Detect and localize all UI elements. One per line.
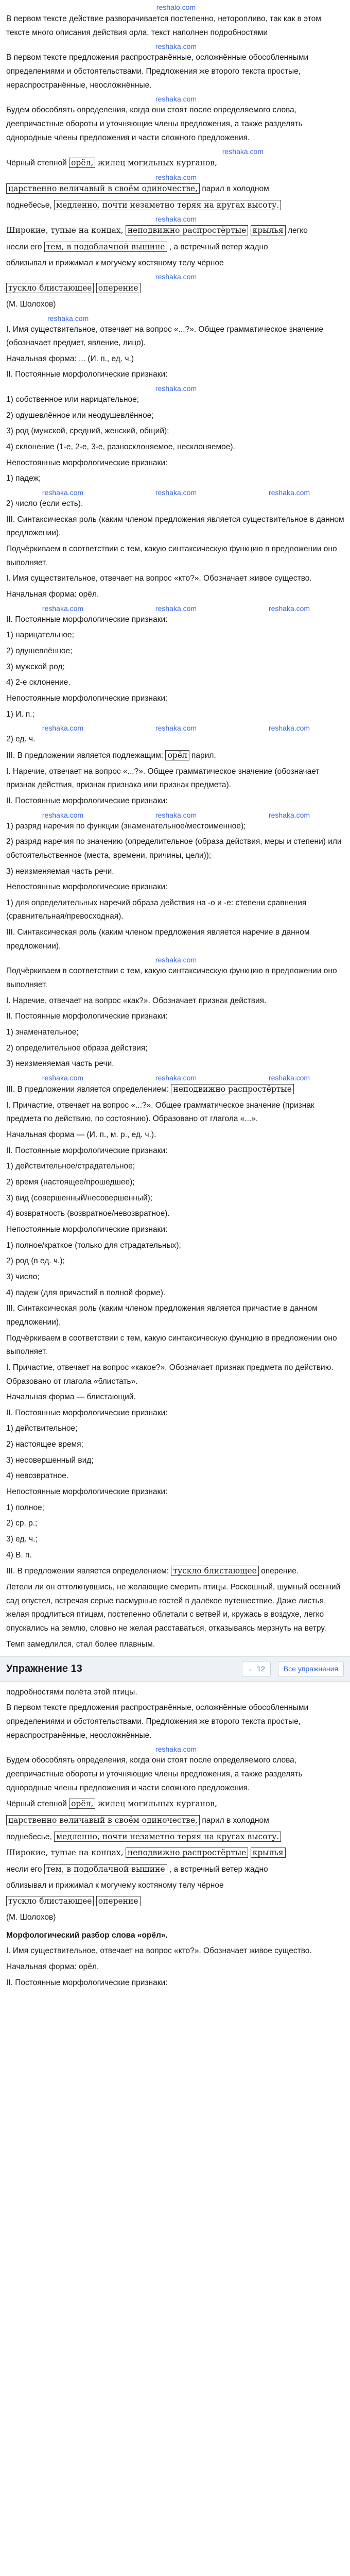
watermark: reshaka.com <box>268 724 310 733</box>
sentence-fragment: чёрное <box>197 258 224 267</box>
participle-box: тускло блистающее <box>6 1896 94 1906</box>
analysis-line: II. Постоянные морфологические признаки: <box>6 1408 168 1417</box>
analysis-line: I. Наречие, отвечает на вопрос «как?». Обозначает признак действия. <box>6 996 267 1005</box>
watermark: reshaka.com <box>42 810 84 819</box>
analysis-line: Начальная форма: ... (И. п., ед. ч.) <box>6 354 134 363</box>
prev-exercise-link[interactable]: ← 12 <box>242 1661 270 1676</box>
example-sentence <box>6 240 346 255</box>
analysis-line: Непостоянные морфологические признаки: <box>6 883 168 892</box>
sentence-fragment: несли его <box>6 1865 42 1874</box>
watermark: reshaka.com <box>155 488 197 497</box>
analysis-line: 4) невозвратное. <box>6 1471 69 1481</box>
participle-box: неподвижно распростёртые <box>171 1084 293 1094</box>
watermark: reshaka.com <box>268 1074 310 1082</box>
watermark: reshaka.com <box>155 956 197 964</box>
analysis-text: III. В предложении является определением: <box>6 1567 169 1576</box>
analysis-line <box>6 1082 346 1097</box>
example-sentence <box>6 198 346 213</box>
analysis-line: II. Постоянные морфологические признаки: <box>6 1012 168 1021</box>
analysis-line: 3) неизменяемая часть речи. <box>6 1059 114 1069</box>
analysis-line: 2) время (настоящее/прошедшее); <box>6 1177 135 1187</box>
analysis-line: 4) падеж (для причастий в полной форме). <box>6 1288 166 1297</box>
section-title: Упражнение 13 <box>6 1663 82 1675</box>
analysis-line: 1) для определительных наречий образа действия на -о и -е: степени сравнения (сравнительная/превосходная). <box>6 898 307 921</box>
example-sentence <box>6 1879 346 1893</box>
analysis-line: 1) падеж; <box>6 474 41 483</box>
watermark: reshaka.com <box>155 384 197 393</box>
analysis-line: 2) разряд наречия по значению (определительное (образа действия, меры и степени) или обстоятельственное (места, времени, причины, цели)); <box>6 837 342 860</box>
author: (М. Шолохов) <box>6 299 56 309</box>
watermark: reshaka.com <box>155 1074 197 1082</box>
analysis-line: 3) неизменяемая часть речи. <box>6 867 114 876</box>
analysis-line: 2) одушевлённое или неодушевлённое; <box>6 411 154 420</box>
example-sentence <box>6 156 346 171</box>
analysis-line: Начальная форма: орёл. <box>6 1962 99 1971</box>
analysis-line: I. Имя существительное, отвечает на вопрос «кто?». Обозначает живое существо. <box>6 1946 312 1956</box>
example-sentence <box>6 1797 346 1811</box>
watermark: reshaka.com <box>268 810 310 819</box>
paragraph: В первом тексте предложения распространённые, осложнённые обособленными определениями и обстоятельствами. Предложения же второго текста простые, нераспространённые, неосложнённые. <box>6 53 309 90</box>
sentence-fragment: легко <box>287 226 308 235</box>
watermark: reshaka.com <box>155 173 197 181</box>
analysis-line: 3) несовершенный вид; <box>6 1455 94 1465</box>
analysis-line: 1) разряд наречия по функции (знаменательное/местоименное); <box>6 821 246 831</box>
sentence-fragment: Чёрный степной <box>6 1800 67 1809</box>
phrase-box: тем, в подоблачной вышине <box>44 1864 167 1874</box>
author: (М. Шолохов) <box>6 1912 56 1922</box>
analysis-text: оперение. <box>261 1567 299 1576</box>
watermark: reshaka.com <box>155 215 197 224</box>
analysis-line: 1) знаменательное; <box>6 1028 79 1037</box>
noun-box: крылья <box>251 225 286 235</box>
example-sentence <box>6 182 346 196</box>
analysis-line: 2) число (если есть). <box>6 499 83 509</box>
analysis-line: 1) действительное; <box>6 1424 78 1433</box>
analysis-line: 2) ср. р.; <box>6 1519 38 1528</box>
analysis-line: I. Имя существительное, отвечает на вопрос «...?». Общее грамматическое значение (обозначает предмет, явление, лицо). <box>6 325 324 348</box>
analysis-text: парил. <box>191 751 216 760</box>
sentence-fragment: облизывал и прижимал к могучему костяному телу <box>6 258 196 267</box>
analysis-line: 3) число; <box>6 1272 40 1281</box>
analysis-line: II. Постоянные морфологические признаки: <box>6 370 168 379</box>
sentence-fragment: парил в холодном <box>202 1816 269 1825</box>
participle-box: тускло блистающее <box>171 1566 258 1576</box>
sentence-fragment: Широкие, тупые на концах, <box>6 226 124 235</box>
sentence-fragment: Широкие, тупые на концах, <box>6 1848 124 1858</box>
analysis-line: Начальная форма: орёл. <box>6 590 99 599</box>
section-header <box>0 1656 350 1681</box>
analysis-line: III. Синтаксическая роль (каким членом предложения является существительное в данном предложении). <box>6 515 344 538</box>
section-nav <box>242 1661 344 1676</box>
adverbial-phrase-box: медленно, почти незаметно теряя на кругах высоту. <box>54 200 281 210</box>
site-header[interactable]: reshalo.com <box>156 3 196 11</box>
example-sentence <box>6 1830 346 1844</box>
watermark: reshaka.com <box>42 724 84 733</box>
watermark: reshaka.com <box>155 95 197 104</box>
appositive: жилец могильных курганов, <box>97 1799 217 1809</box>
analysis-line: II. Постоянные морфологические признаки: <box>6 796 168 805</box>
analysis-line: I. Наречие, отвечает на вопрос «...?». Общее грамматическое значение (обозначает признак действия, признак признака или признак предмета). <box>6 767 320 790</box>
watermark: reshaka.com <box>47 314 89 323</box>
paragraph: В первом тексте действие разворачивается постепенно, неторопливо, так как в этом тексте много описания действия орла, текст наполнен подробностями <box>6 14 321 37</box>
analysis-line: 4) В. п. <box>6 1550 32 1560</box>
watermark: reshaka.com <box>42 488 84 497</box>
example-sentence <box>6 281 346 296</box>
analysis-line: Непостоянные морфологические признаки: <box>6 1487 168 1497</box>
analysis-line: 2) определительное образа действия; <box>6 1043 148 1053</box>
analysis-line: 1) полное/краткое (только для страдательных); <box>6 1241 181 1250</box>
analysis-line <box>6 749 346 763</box>
participle-box: неподвижно распростёртые <box>126 1848 248 1858</box>
analysis-line: Непостоянные морфологические признаки: <box>6 458 168 467</box>
paragraph: В первом тексте предложения распространённые, осложнённые обособленными определениями и обстоятельствами. Предложения же второго текста простые, нераспространённые, неосложнённые. <box>6 1703 309 1740</box>
participle-box: неподвижно распростёртые <box>126 225 248 235</box>
analysis-text: III. В предложении является определением: <box>6 1085 169 1094</box>
analysis-line: 2) род (в ед. ч.); <box>6 1257 65 1266</box>
watermark-row <box>6 810 346 820</box>
example-sentence <box>6 224 346 238</box>
sentence-fragment: несли его <box>6 242 42 251</box>
watermark: reshaka.com <box>155 810 197 819</box>
analysis-line: 4) 2-е склонение. <box>6 678 71 687</box>
analysis-line: 3) ед. ч.; <box>6 1535 38 1544</box>
analysis-line: 4) возвратность (возвратное/невозвратное). <box>6 1209 170 1218</box>
analysis-line: Начальная форма — блистающий. <box>6 1393 136 1402</box>
sentence-fragment: , а встречный ветер жадно <box>169 242 268 251</box>
example-sentence <box>6 1814 346 1828</box>
analysis-line: 2) одушевлённое; <box>6 646 73 655</box>
paragraph: Будем обособлять определения, когда они стоят после определяемого слова, деепричастные обороты и уточняющие члены предложения, а также разделять однородные члены предложения и части сложного предложения. <box>6 1756 303 1792</box>
watermark: reshaka.com <box>155 1745 197 1754</box>
sentence-fragment: парил в холодном <box>202 184 269 193</box>
analysis-line: 4) склонение (1-е, 2-е, 3-е, разносклоняемое, несклоняемое). <box>6 443 235 452</box>
watermark: reshaka.com <box>155 604 197 613</box>
subject-box: орёл, <box>69 158 95 168</box>
watermark: reshaka.com <box>155 724 197 733</box>
analysis-line: 3) мужской род; <box>6 662 65 671</box>
analysis-line <box>6 1564 346 1579</box>
analysis-line: Подчёркиваем в соответствии с тем, какую синтаксическую функцию в предложении оно выполняет. <box>6 967 337 990</box>
watermark: reshaka.com <box>268 488 310 497</box>
analysis-line: 3) род (мужской, средний, женский, общий); <box>6 427 169 436</box>
analysis-line: II. Постоянные морфологические признаки: <box>6 615 168 624</box>
analysis-line: Непостоянные морфологические признаки: <box>6 1225 168 1234</box>
analysis-line: 2) настоящее время; <box>6 1440 83 1449</box>
example-sentence <box>6 1894 346 1909</box>
analysis-line: Подчёркиваем в соответствии с тем, какую синтаксическую функцию в предложении оно выполняет. <box>6 545 337 567</box>
analysis-line: III. Синтаксическая роль (каким членом предложения является наречие в данном предложении). <box>6 928 310 951</box>
paragraph: Летели ли он оттолкнувшись, не желающие смерить птицы. Роскошный, шумный осенний сад опустел, встречая серые пасмурные гостей в далёкое путешествие. Даже листья, желая продлиться птицам, постепенно облетали с ветвей и, кружась в воздухе, легко опускались на землю, словно не желая расставаться, отказываясь мерзнуть на ветру. <box>6 1583 341 1633</box>
watermark-row <box>6 488 346 497</box>
participle-phrase-box: царственно величавый в своём одиночестве, <box>6 183 200 194</box>
analysis-line: Подчёркиваем в соответствии с тем, какую синтаксическую функцию в предложении оно выполняет. <box>6 1333 337 1357</box>
analysis-line: 1) полное; <box>6 1503 44 1512</box>
appositive: жилец могильных курганов, <box>97 158 217 168</box>
example-sentence <box>6 1862 346 1877</box>
morph-title: Морфологический разбор слова «орёл». <box>6 1930 168 1940</box>
analysis-line: III. Синтаксическая роль (каким членом предложения является причастие в данном предложении). <box>6 1304 318 1327</box>
analysis-line: Непостоянные морфологические признаки: <box>6 693 168 703</box>
watermark-row <box>6 723 346 733</box>
adverbial-phrase-box: медленно, почти незаметно теряя на кругах высоту. <box>54 1832 281 1842</box>
sentence-fragment: чёрное <box>197 1880 224 1890</box>
analysis-line: 1) действительное/страдательное; <box>6 1162 135 1171</box>
subject-box: орёл <box>165 750 189 760</box>
paragraph: Темп замедлился, стал более плавным. <box>6 1639 155 1649</box>
object-box: оперение <box>96 283 141 293</box>
participle-box: тускло блистающее <box>6 283 94 293</box>
watermark: reshaka.com <box>222 147 264 156</box>
participle-phrase-box: царственно величавый в своём одиночестве, <box>6 1815 200 1825</box>
sentence-fragment: , а встречный ветер жадно <box>169 1865 268 1874</box>
analysis-line: I. Имя существительное, отвечает на вопрос «кто?». Обозначает живое существо. <box>6 574 312 583</box>
example-sentence <box>6 1846 346 1860</box>
sentence-fragment: Чёрный степной <box>6 159 67 168</box>
watermark-row <box>6 1073 346 1082</box>
sentence-fragment: поднебесье, <box>6 200 52 210</box>
phrase-box: тем, в подоблачной вышине <box>44 242 167 252</box>
analysis-line: I. Причастие, отвечает на вопрос «какое?». Обозначает признак предмета по действию. Образовано от глагола «блистать». <box>6 1363 334 1386</box>
all-exercises-link[interactable]: Все упражнения <box>278 1661 344 1676</box>
subject-box: орёл, <box>69 1799 95 1809</box>
analysis-line: 1) И. п.; <box>6 709 34 719</box>
analysis-line: II. Постоянные морфологические признаки: <box>6 1978 168 1987</box>
sentence-fragment: облизывал и прижимал к могучему костяному телу <box>6 1880 196 1890</box>
analysis-text: III. В предложении является подлежащим: <box>6 751 164 760</box>
analysis-line: II. Постоянные морфологические признаки: <box>6 1146 168 1155</box>
noun-box: крылья <box>251 1848 286 1858</box>
watermark: reshaka.com <box>42 1074 84 1082</box>
sentence-fragment: поднебесье, <box>6 1832 52 1841</box>
watermark: reshaka.com <box>155 42 197 51</box>
analysis-line: I. Причастие, отвечает на вопрос «...?». Общее грамматическое значение (признак предмета по действию, по состоянию). Образовано от глагола «...». <box>6 1100 314 1124</box>
paragraph: Будем обособлять определения, когда они стоят после определяемого слова, деепричастные обороты и уточняющие члены предложения, а также разделять однородные члены предложения и части сложного предложения. <box>6 106 303 142</box>
watermark: reshaka.com <box>42 604 84 613</box>
watermark-row <box>6 604 346 613</box>
watermark: reshaka.com <box>155 273 197 281</box>
analysis-line: 2) ед. ч. <box>6 735 36 744</box>
analysis-line: 3) вид (совершенный/несовершенный); <box>6 1193 153 1202</box>
object-box: оперение <box>96 1896 141 1906</box>
example-sentence <box>6 257 346 270</box>
analysis-line: 1) собственное или нарицательное; <box>6 395 139 404</box>
paragraph: подробностями полёта этой птицы. <box>6 1687 137 1697</box>
watermark: reshaka.com <box>268 604 310 613</box>
analysis-line: Начальная форма — (И. п., м. р., ед. ч.). <box>6 1130 156 1139</box>
analysis-line: 1) нарицательное; <box>6 631 74 640</box>
